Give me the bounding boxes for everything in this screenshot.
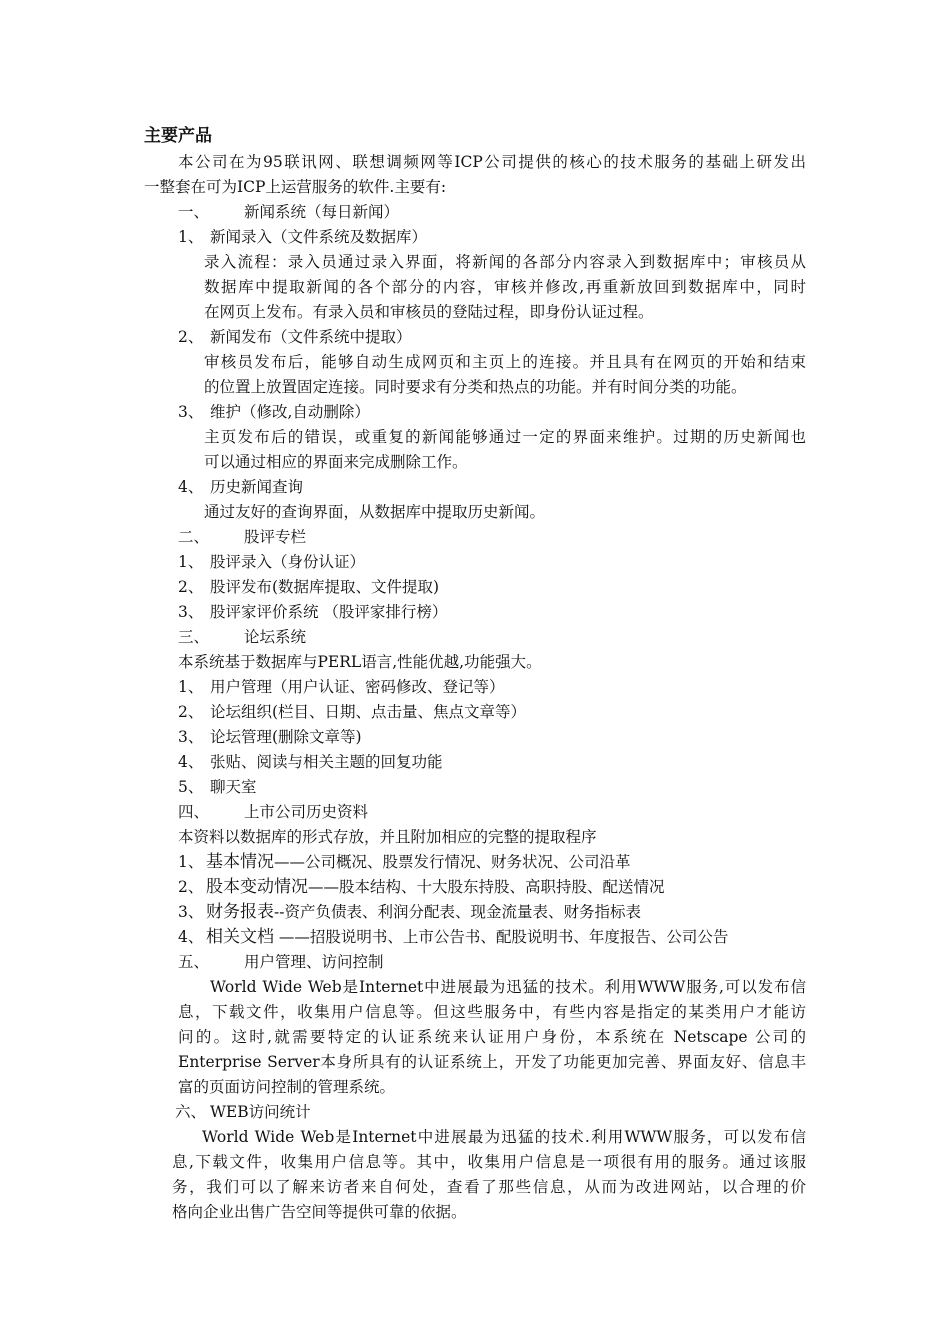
item-desc-line: 的位置上放置固定连接。同时要求有分类和热点的功能。并有时间分类的功能。	[204, 378, 747, 396]
item-number: 3、	[178, 903, 204, 921]
paragraph-line: 问的。这时,就需要特定的认证系统来认证用户身份，本系统在 Netscape 公司的	[178, 1028, 806, 1046]
item-title: 历史新闻查询	[210, 478, 304, 496]
paragraph-line: 格向企业出售广告空间等提供可靠的依据。	[172, 1203, 467, 1221]
section-number: 二、	[178, 528, 210, 546]
item-desc-line: 审核员发布后，能够自动生成网页和主页上的连接。并且具有在网页的开始和结束	[204, 353, 806, 371]
item-title: 股评发布(数据库提取、文件提取)	[210, 578, 440, 596]
item-number: 1、	[178, 228, 204, 246]
section-number: 四、	[178, 803, 210, 821]
paragraph-line: Enterprise Server本身所具有的认证系统上，开发了功能更加完善、界面友好、信息丰	[178, 1053, 806, 1071]
item-desc-line: 在网页上发布。有录入员和审核员的登陆过程，即身份认证过程。	[204, 303, 654, 321]
intro-line: 一整套在可为ICP上运营服务的软件.主要有:	[144, 178, 447, 196]
section-number: 一、	[178, 203, 210, 221]
item-desc-line: 可以通过相应的界面来完成删除工作。	[204, 453, 468, 471]
paragraph-line: World Wide Web是Internet中进展最为迅猛的技术。利用WWW服务,可以发布信	[210, 978, 806, 996]
section-heading: 新闻系统（每日新闻）	[244, 203, 400, 221]
item-detail: ——股本结构、十大股东持股、高职持股、配送情况	[308, 878, 665, 896]
item-number: 2、	[178, 328, 204, 346]
item-desc-line: 录入流程：录入员通过录入界面，将新闻的各部分内容录入到数据库中；审核员从	[204, 253, 806, 271]
paragraph-line: 息,下载文件，收集用户信息等。其中，收集用户信息是一项很有用的服务。通过该服	[172, 1153, 806, 1171]
item-title: 聊天室	[210, 778, 257, 796]
item-detail: ——招股说明书、上市公告书、配股说明书、年度报告、公司公告	[274, 928, 729, 946]
item-title: 张贴、阅读与相关主题的回复功能	[210, 753, 443, 771]
item-title: 论坛组织(栏目、日期、点击量、焦点文章等）	[210, 703, 527, 721]
item-desc-line: 通过友好的查询界面，从数据库中提取历史新闻。	[204, 503, 546, 521]
item-number: 2、	[178, 703, 204, 721]
item-number: 3、	[178, 728, 204, 746]
item-number: 2、	[178, 578, 204, 596]
section-desc: 本系统基于数据库与PERL语言,性能优越,功能强大。	[178, 653, 542, 671]
section-number: 五、	[178, 953, 210, 971]
item-detail: --资产负债表、利润分配表、现金流量表、财务指标表	[274, 903, 641, 921]
item-title: 新闻录入（文件系统及数据库）	[210, 228, 428, 246]
paragraph-line: World Wide Web是Internet中进展最为迅猛的技术.利用WWW服务，可以发布信	[202, 1128, 806, 1146]
page-title: 主要产品	[144, 126, 212, 146]
item-number: 4、	[178, 478, 204, 496]
item-keyword: 基本情况	[206, 852, 274, 872]
item-number: 1、	[178, 853, 204, 871]
item-keyword: 股本变动情况	[206, 877, 308, 897]
section-heading: 上市公司历史资料	[244, 803, 369, 821]
item-line	[206, 925, 728, 950]
section-heading: 股评专栏	[244, 528, 307, 546]
item-title: 股评录入（身份认证）	[210, 553, 366, 571]
paragraph-line: 富的页面访问控制的管理系统。	[178, 1078, 396, 1096]
item-number: 4、	[178, 928, 204, 946]
item-title: 新闻发布（文件系统中提取）	[210, 328, 412, 346]
item-title: 维护（修改,自动删除）	[210, 403, 370, 421]
item-number: 2、	[178, 878, 204, 896]
item-title: 论坛管理(删除文章等)	[210, 728, 362, 746]
item-line	[206, 850, 631, 875]
item-desc-line: 主页发布后的错误，或重复的新闻能够通过一定的界面来维护。过期的历史新闻也	[204, 428, 806, 446]
section-number: 三、	[178, 628, 210, 646]
section-heading: 论坛系统	[244, 628, 307, 646]
section-desc: 本资料以数据库的形式存放，并且附加相应的完整的提取程序	[178, 828, 597, 846]
item-detail: ——公司概况、股票发行情况、财务状况、公司沿革	[274, 853, 631, 871]
intro-line: 本公司在为95联讯网、联想调频网等ICP公司提供的核心的技术服务的基础上研发出	[178, 153, 806, 171]
item-number: 1、	[178, 553, 204, 571]
item-number: 5、	[178, 778, 204, 796]
item-desc-line: 数据库中提取新闻的各个部分的内容，审核并修改,再重新放回到数据库中，同时	[204, 278, 806, 296]
section-number: 六、	[175, 1103, 207, 1121]
item-number: 3、	[178, 603, 204, 621]
paragraph-line: 息，下载文件，收集用户信息等。但这些服务中，有些内容是指定的某类用户才能访	[178, 1003, 806, 1021]
item-title: 用户管理（用户认证、密码修改、登记等）	[210, 678, 505, 696]
item-keyword: 相关文档	[206, 927, 274, 947]
item-line	[206, 900, 641, 925]
item-number: 4、	[178, 753, 204, 771]
item-number: 1、	[178, 678, 204, 696]
item-number: 3、	[178, 403, 204, 421]
paragraph-line: 务，我们可以了解来访者来自何处，查看了那些信息，从而为改进网站，以合理的价	[172, 1178, 806, 1196]
item-line	[206, 875, 665, 900]
item-title: 股评家评价系统 （股评家排行榜）	[210, 603, 448, 621]
item-keyword: 财务报表	[206, 902, 274, 922]
section-heading: WEB访问统计	[210, 1103, 311, 1121]
section-heading: 用户管理、访问控制	[244, 953, 384, 971]
